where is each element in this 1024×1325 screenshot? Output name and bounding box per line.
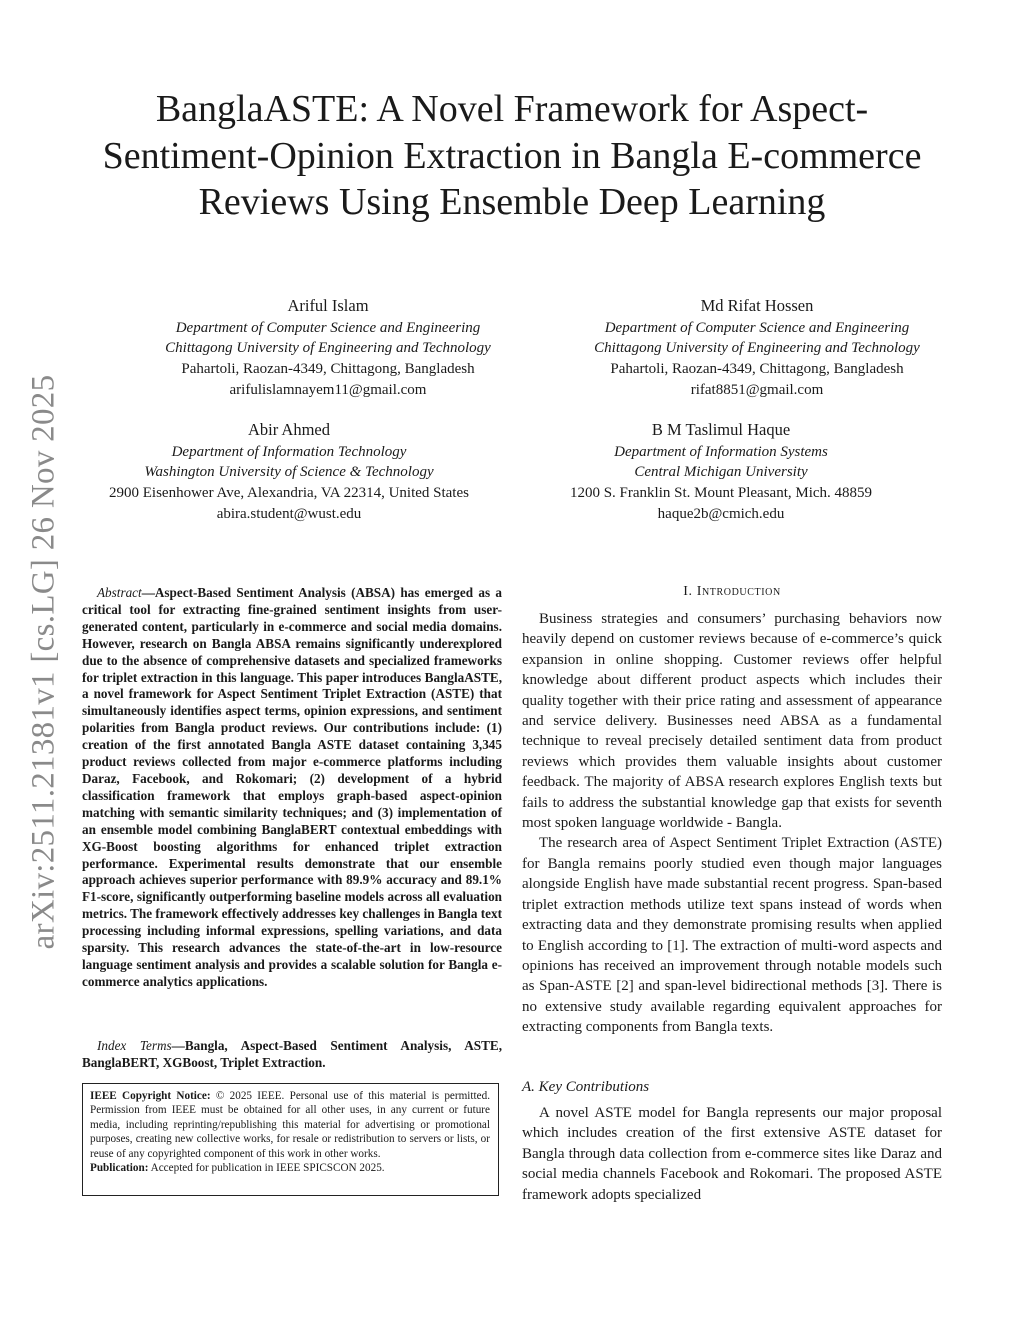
author-address: Pahartoli, Raozan-4349, Chittagong, Bangladesh	[610, 361, 904, 378]
author-block-1	[165, 296, 491, 401]
author-department: Department of Information Technology	[171, 443, 407, 460]
copyright-text: © 2025 IEEE. Personal use of this material is permitted. Permission from IEEE must be obtained for all other uses, in any current or future media, including reprinting/republishing this material for advertising or promotional purposes, creating new collective works, for resale or redistribution to servers or lists, or reuse of any copyrighted component of this work in other works.	[90, 1090, 490, 1160]
author-name: Ariful Islam	[287, 296, 369, 315]
author-email: arifulislamnayem11@gmail.com	[229, 381, 427, 398]
key-contributions-body	[522, 1103, 942, 1205]
author-address: 1200 S. Franklin St. Mount Pleasant, Mich. 48859	[569, 485, 873, 502]
index-terms-label: Index Terms	[97, 1038, 172, 1053]
copyright-label: IEEE Copyright Notice:	[90, 1090, 211, 1102]
paragraph: The research area of Aspect Sentiment Triplet Extraction (ASTE) for Bangla remains poorly studied even though major languages alongside English have made substantial recent progress. Span-based triplet extraction methods utilize text spans instead of words when extracting data and they demonstrate promising results when applied to English according to [1]. The extraction of multi-word aspects and opinions has received an improvement through notable models such as Span-ASTE [2] and span-level bidirectional methods [3]. There is no extensive study available regarding equivalent approaches for extracting components from Bangla texts.	[522, 835, 942, 1036]
author-name: Md Rifat Hossen	[700, 296, 814, 315]
copyright-notice-box	[82, 1083, 499, 1196]
author-university: Washington University of Science & Technology	[144, 464, 434, 481]
author-department: Department of Computer Science and Engineering	[175, 319, 481, 336]
author-block-3	[109, 420, 469, 525]
paragraph: Business strategies and consumers’ purchasing behaviors now heavily depend on customer reviews because of e-commerce’s quick expansion in online shopping. Customer reviews offer helpful knowledge about different product aspects which includes their quality together with their price rating and assessment of appearance and service delivery. Businesses need ABSA as a fundamental technique to reveal precisely detailed sentiment data from product reviews which provides them valuable insights about customer feedback. The majority of ABSA research explores English texts but fails to address the substantial knowledge gap that exists for seventh most spoken language worldwide - Bangla.	[522, 611, 942, 832]
index-terms-text: —Bangla, Aspect-Based Sentiment Analysis, ASTE, BanglaBERT, XGBoost, Triplet Extraction.	[82, 1038, 502, 1070]
author-address: 2900 Eisenhower Ave, Alexandria, VA 22314, United States	[109, 485, 469, 502]
author-department: Department of Computer Science and Engineering	[604, 319, 910, 336]
publication-label: Publication:	[90, 1162, 149, 1175]
arxiv-identifier: arXiv:2511.21381v1 [cs.LG] 26 Nov 2025	[25, 374, 62, 950]
introduction-body	[522, 609, 942, 1038]
section-title: Introduction	[696, 584, 781, 599]
author-department: Department of Information Systems	[614, 443, 828, 460]
author-university: Chittagong University of Engineering and Technology	[594, 340, 920, 357]
author-university: Chittagong University of Engineering and Technology	[165, 340, 491, 357]
author-address: Pahartoli, Raozan-4349, Chittagong, Bangladesh	[181, 361, 475, 378]
abstract-text: —Aspect-Based Sentiment Analysis (ABSA) has emerged as a critical tool for extracting fine-grained sentiment insights from user-generated content, particularly in e-commerce and social media domains. However, research on Bangla ABSA remains significantly underexplored due to the absence of comprehensive datasets and specialized frameworks for triplet extraction in this language. This paper introduces BanglaASTE, a novel framework for Aspect Sentiment Triplet Extraction (ASTE) that simultaneously identifies aspect terms, opinion expressions, and sentiment polarities from Bangla product reviews. Our contributions include: (1) creation of the first annotated Bangla ASTE dataset containing 3,345 product reviews collected from major e-commerce platforms including Daraz, Facebook, and Rokomari; (2) development of a hybrid classification framework that employs graph-based aspect-opinion matching with semantic similarity techniques; and (3) implementation of an ensemble model combining BanglaBERT contextual embeddings with XG-Boost boosting algorithms for enhanced triplet extraction performance. Experimental results demonstrate that our ensemble approach achieves superior performance with 89.9% accuracy and 89.1% F1-score, significantly outperforming baseline models across all evaluation metrics. The framework effectively addresses key challenges in Bangla text processing including informal expressions, spelling variations, and data sparsity. This research advances the state-of-the-art in low-resource language sentiment analysis and provides a scalable solution for Bangla e-commerce analytics applications.	[82, 585, 502, 989]
author-email: abira.student@wust.edu	[216, 505, 362, 522]
section-number: I.	[683, 584, 697, 599]
author-block-2	[594, 296, 920, 401]
author-name: Abir Ahmed	[247, 420, 331, 439]
paragraph: A novel ASTE model for Bangla represents our major proposal which includes creation of the first extensive ASTE dataset for Bangla through data collection from e-commerce sites like Daraz and social media channels Facebook and Rokomari. The proposed ASTE framework adopts specialized	[522, 1105, 942, 1203]
author-email: haque2b@cmich.edu	[657, 505, 785, 522]
publication-text: Accepted for publication in IEEE SPICSCON 2025.	[150, 1162, 385, 1175]
author-university: Central Michigan University	[634, 464, 808, 481]
paper-title: BanglaASTE: A Novel Framework for Aspect-Sentiment-Opinion Extraction in Bangla E-commerce Reviews Using Ensemble Deep Learning	[102, 88, 922, 223]
author-email: rifat8851@gmail.com	[690, 381, 824, 398]
author-name: B M Taslimul Haque	[651, 420, 791, 439]
subsection-heading: A. Key Contributions	[522, 1079, 650, 1095]
index-terms	[82, 1038, 502, 1072]
author-block-4	[570, 420, 872, 525]
abstract	[82, 585, 502, 991]
abstract-label: Abstract	[97, 585, 142, 600]
section-heading-introduction	[522, 584, 942, 600]
